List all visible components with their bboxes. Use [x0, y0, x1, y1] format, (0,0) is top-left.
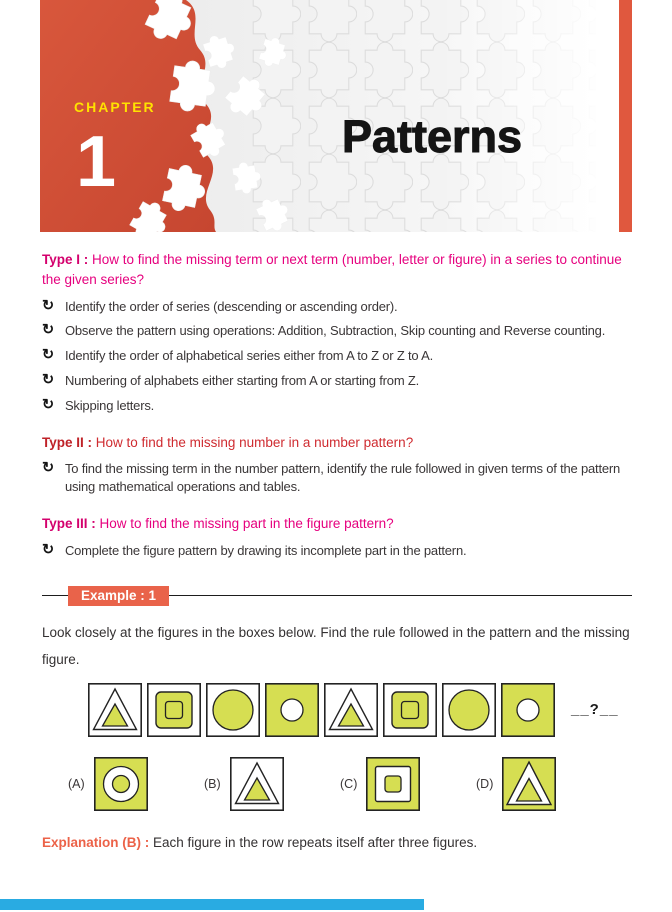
- type-2-heading-text: How to find the missing number in a number pattern?: [95, 435, 414, 451]
- chapter-header: [40, 0, 632, 232]
- explanation: [42, 835, 632, 850]
- guideline-item: [42, 298, 632, 316]
- option-label: (A): [68, 776, 85, 791]
- chapter-label: CHAPTER: [74, 99, 156, 115]
- type-1-heading: [42, 250, 632, 291]
- guideline-item: [42, 542, 632, 560]
- clockwise-arrow-icon: ↻: [42, 297, 54, 314]
- type-3-guidelines: [42, 542, 632, 560]
- header-accent-bar: [619, 0, 632, 232]
- guideline-text: Observe the pattern using operations: Addition, Subtraction, Skip counting and Reverse counting.: [64, 323, 606, 339]
- type-2-heading: [42, 433, 632, 453]
- example-badge: Example : 1: [68, 586, 169, 606]
- sequence-figure-1-triangle-in-triangle: [88, 683, 142, 737]
- sequence-figure-3-filled-circle: [206, 683, 260, 737]
- type-2-guidelines: [42, 460, 632, 496]
- page-title: Patterns: [341, 111, 523, 162]
- type-1-guidelines: [42, 298, 632, 416]
- guideline-text: Identify the order of series (descending or ascending order).: [64, 298, 398, 314]
- page-content: [42, 250, 632, 850]
- missing-figure-marker: __?__: [571, 701, 619, 719]
- type-3-heading-lead: Type III :: [42, 516, 96, 532]
- sequence-figure-8-hole-in-filled-square: [501, 683, 555, 737]
- guideline-item: [42, 322, 632, 340]
- sequence-figure-7-filled-circle: [442, 683, 496, 737]
- option-label: (C): [340, 776, 358, 791]
- guideline-text: Identify the order of alphabetical series either from A to Z or Z to A.: [64, 348, 434, 364]
- clockwise-arrow-icon: ↻: [42, 347, 54, 364]
- option-A: [68, 757, 204, 811]
- option-label: (B): [204, 776, 221, 791]
- option-figure-square-ring-on-filled-square: [366, 757, 420, 811]
- explanation-text: Each figure in the row repeats itself after three figures.: [153, 834, 478, 850]
- pattern-sequence-cells: [88, 683, 555, 737]
- option-figure-triangle-in-triangle: [230, 757, 284, 811]
- guideline-item: [42, 347, 632, 365]
- option-figure-ring-on-filled-square: [94, 757, 148, 811]
- options-row: [42, 757, 632, 811]
- puzzle-banner-graphic: [40, 0, 596, 232]
- guideline-text: Skipping letters.: [64, 398, 155, 414]
- sequence-figure-6-square-in-square: [383, 683, 437, 737]
- type-1-heading-lead: Type I :: [42, 252, 89, 267]
- guideline-item: [42, 372, 632, 390]
- pattern-sequence-row: [42, 683, 632, 737]
- option-label: (D): [476, 776, 494, 791]
- option-B: [204, 757, 340, 811]
- type-3-heading-text: How to find the missing part in the figure pattern?: [99, 516, 394, 532]
- example-prompt: Look closely at the figures in the boxes below. Find the rule followed in the pattern and the missing figure.: [42, 624, 630, 668]
- guideline-text: Complete the figure pattern by drawing its incomplete part in the pattern.: [64, 542, 467, 558]
- sequence-figure-4-hole-in-filled-square: [265, 683, 319, 737]
- type-1-heading-text: How to find the missing term or next term (number, letter or figure) in a series to continue the given series?: [42, 252, 622, 288]
- type-2-heading-lead: Type II :: [42, 435, 93, 451]
- explanation-lead: Explanation (B) :: [42, 834, 150, 850]
- guideline-item: [42, 460, 632, 496]
- clockwise-arrow-icon: ↻: [42, 397, 54, 414]
- sequence-figure-2-square-in-square: [147, 683, 201, 737]
- option-D: [476, 757, 612, 811]
- footer-accent-bar: [0, 899, 424, 910]
- option-C: [340, 757, 476, 811]
- clockwise-arrow-icon: ↻: [42, 322, 54, 339]
- sequence-figure-5-triangle-in-triangle: [324, 683, 378, 737]
- clockwise-arrow-icon: ↻: [42, 460, 54, 477]
- option-figure-triangle-ring-on-filled-square: [502, 757, 556, 811]
- guideline-item: [42, 397, 632, 415]
- guideline-text: To find the missing term in the number pattern, identify the rule followed in given terms of the pattern using mathematical operations and tables.: [64, 461, 621, 495]
- clockwise-arrow-icon: ↻: [42, 372, 54, 389]
- clockwise-arrow-icon: ↻: [42, 541, 54, 558]
- type-3-heading: [42, 514, 632, 534]
- example-divider: [42, 586, 632, 606]
- chapter-number: 1: [76, 122, 117, 202]
- guideline-text: Numbering of alphabets either starting from A or starting from Z.: [64, 373, 420, 389]
